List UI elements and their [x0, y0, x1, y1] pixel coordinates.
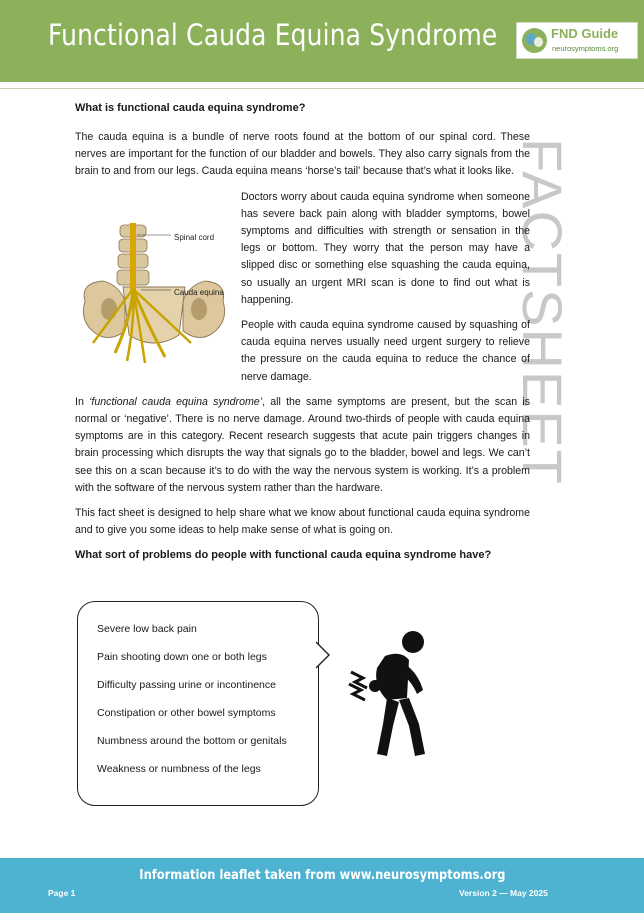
- symptoms-speech-bubble: [77, 601, 319, 806]
- footer-source-text[interactable]: [0, 867, 644, 883]
- page-number: Page 1: [48, 888, 76, 898]
- list-item: Difficulty passing urine or incontinence: [97, 679, 276, 691]
- paragraph-functional-text: , all the same symptoms are present, but the scan is normal or ‘negative’. There is no nerve damage. Around two-thirds of people with cauda equina symptoms are in this category. Recent research suggests that acute pain triggers changes in brain processing which disrupts the way that signals go to the bladder, bowel and legs. We can’t see this on a scan because it’s to do with the way the nervous system is working. It’s a problem with the software of the nervous system rather than the hardware.: [75, 395, 530, 494]
- list-item: Pain shooting down one or both legs: [97, 651, 267, 663]
- spine-anatomy-figure: [75, 223, 235, 375]
- factsheet-side-label: FACTSHEET: [511, 138, 574, 486]
- logo-url: neurosymptoms.org: [552, 44, 619, 53]
- logo-name: FND Guide: [551, 26, 619, 41]
- list-item: Severe low back pain: [97, 623, 197, 635]
- functional-term: ‘functional cauda equina syndrome’: [89, 395, 263, 408]
- header-banner: [0, 0, 644, 82]
- back-pain-person-icon: [343, 628, 435, 760]
- speech-bubble-tail: [316, 640, 330, 670]
- paragraph-surgery: People with cauda equina syndrome caused by squashing of cauda equina nerves usually need urgent surgery to relieve the pressure on the cauda equina to reduce the chance of nerve damage.: [241, 319, 530, 383]
- fnd-guide-logo[interactable]: [516, 22, 638, 59]
- header-divider: [0, 88, 644, 89]
- paragraph-purpose: This fact sheet is designed to help share what we know about functional cauda equina syndrome and to give you some ideas to help make sense of what is going on.: [75, 507, 530, 537]
- section-heading-problems: What sort of problems do people with functional cauda equina syndrome have?: [75, 549, 492, 562]
- list-item: Weakness or numbness of the legs: [97, 763, 261, 775]
- footer-source-link[interactable]: Information leaflet taken from www.neurosymptoms.org: [138, 867, 506, 883]
- paragraph-doctors-text: Doctors worry about cauda equina syndrome when someone has severe back pain along with bladder symptoms, bowel symptoms and difficulties with strength or sensation in the legs or bottom. They worry that the person may have a slipped disc or something else squashing the cauda equina, so usually an urgent MRI scan is done to find out what is happening.: [241, 190, 530, 306]
- footer-banner: [0, 858, 644, 913]
- paragraph-doctors-worry: [75, 189, 530, 309]
- paragraph-functional: [75, 394, 530, 497]
- symptom-list: [97, 622, 307, 790]
- label-cauda-equina: Cauda equina: [174, 287, 224, 297]
- page-title: Functional Cauda Equina Syndrome: [48, 18, 498, 52]
- list-item: Numbness around the bottom or genitals: [97, 735, 287, 747]
- main-content: [75, 100, 530, 576]
- paragraph-functional-prefix: In: [75, 395, 90, 408]
- paragraph-intro: The cauda equina is a bundle of nerve roots found at the bottom of our spinal cord. These nerves are important for the function of our bladder and bowels. They also carry signals from the brain to and from our legs. Cauda equina means ‘horse’s tail’ because that’s what it looks like.: [75, 131, 530, 178]
- list-item: Constipation or other bowel symptoms: [97, 707, 276, 719]
- section-heading-what-is: What is functional cauda equina syndrome?: [75, 102, 306, 114]
- brain-logo-icon: [522, 28, 547, 53]
- version-label: Version 2 — May 2025: [459, 888, 548, 898]
- label-spinal-cord: Spinal cord: [174, 232, 215, 242]
